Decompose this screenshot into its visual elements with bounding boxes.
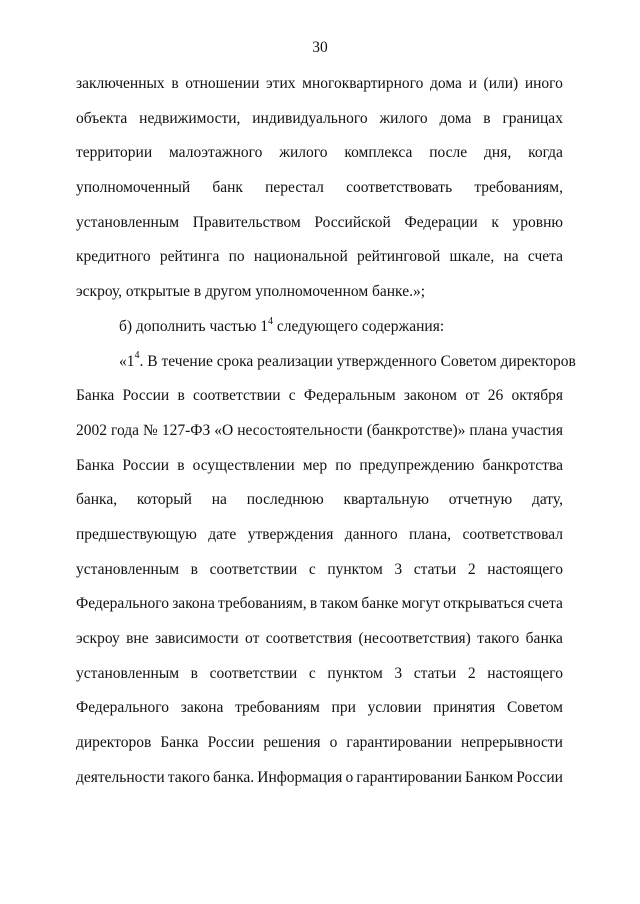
word: требованиям, (474, 179, 563, 197)
word: 127-ФЗ (161, 421, 211, 439)
word: в (309, 595, 318, 613)
word: России (122, 387, 170, 405)
text-fragment: следующего содержания: (273, 317, 445, 335)
word: осуществлении (192, 456, 295, 474)
word: уровню (512, 213, 563, 231)
superscript: 4 (268, 315, 274, 327)
word: жилого (279, 144, 328, 162)
word: условии (367, 699, 422, 717)
word: данного (344, 525, 398, 543)
word: в (190, 560, 198, 578)
word: предшествующую (76, 525, 197, 543)
word: многоквартирного (302, 75, 424, 92)
word: таком (320, 595, 359, 613)
word: Банка (76, 456, 115, 474)
word: в (177, 387, 185, 405)
word: эскроу (76, 630, 120, 647)
text-fragment: б) дополнить частью 1 (119, 317, 269, 335)
text-line: эскроу, открытые в другом уполномоченном банке.»; (76, 283, 426, 301)
word: этих (266, 75, 296, 92)
word: плана (469, 421, 508, 439)
word: рейтинга (159, 248, 220, 266)
word: 2 (467, 664, 476, 682)
text-line (76, 247, 563, 282)
word: Федеральным (303, 387, 396, 405)
word: территории (76, 144, 153, 162)
word: России (207, 734, 255, 752)
text-line (76, 768, 563, 803)
document-body (76, 74, 576, 802)
word: и (468, 75, 477, 92)
word: гарантировании (346, 734, 452, 752)
word: комплекса (344, 144, 413, 162)
text-line (76, 560, 563, 595)
word: 26 (487, 387, 504, 405)
word: квартальную (343, 491, 429, 509)
text-line (76, 594, 563, 629)
text-fragment: . В течение срока реализации утвержденного Советом директоров (139, 352, 576, 370)
word: банк (212, 179, 243, 197)
word: плана, (409, 525, 452, 543)
word: дома (439, 109, 472, 127)
word: Федерального (76, 699, 170, 717)
word: года (111, 421, 140, 439)
word: Советом (506, 699, 563, 717)
word: закона (172, 595, 215, 613)
word: директоров (76, 734, 152, 752)
word: отчетную (448, 491, 513, 509)
word: недвижимости, (139, 109, 241, 127)
word: жилого (379, 109, 428, 127)
text-line (76, 143, 563, 178)
word: дня, (484, 144, 512, 162)
word: «О (214, 421, 234, 439)
word: могут (401, 595, 441, 613)
superscript: 4 (134, 350, 140, 362)
word: дате (208, 525, 237, 543)
word: (несоответствия) (358, 630, 471, 647)
word: России (516, 768, 563, 786)
text-line (76, 698, 563, 733)
word: соответствии (192, 387, 281, 405)
word: объекта (76, 109, 128, 127)
word: требованиям, (218, 595, 307, 613)
word: установленным (76, 560, 180, 578)
word: по (228, 248, 245, 266)
word: Банка (160, 734, 199, 752)
word: Правительством (192, 213, 301, 231)
word: мер (302, 456, 328, 474)
text-line (76, 74, 563, 109)
word: решения (263, 734, 321, 752)
word: такого (167, 768, 210, 786)
word: от (465, 387, 480, 405)
text-line (76, 733, 563, 768)
word: после (429, 144, 468, 162)
word: Российской (314, 213, 391, 231)
word: с (308, 664, 316, 682)
word: пунктом (327, 664, 383, 682)
word: требованиям (235, 699, 320, 717)
word: соответствии (209, 664, 298, 682)
word: статьи (413, 560, 457, 578)
word: закона (180, 699, 224, 717)
word: о (345, 768, 354, 786)
word: последнюю (246, 491, 324, 509)
word: 2002 (76, 421, 107, 439)
word: гарантировании (356, 768, 462, 786)
word: к (491, 213, 499, 231)
text-line (76, 664, 563, 699)
word: в (171, 75, 179, 92)
word: 3 (394, 560, 403, 578)
word: настоящего (487, 560, 563, 578)
word: открываться (443, 595, 525, 613)
word: границах (502, 109, 563, 127)
word: утверждения (247, 525, 334, 543)
word: соответствовать (346, 179, 453, 197)
word: кредитного (76, 248, 151, 266)
word: Федерального (76, 595, 170, 613)
word: Банка (76, 387, 115, 405)
word: России (122, 456, 170, 474)
word: в (177, 456, 185, 474)
word: в (483, 109, 491, 127)
word: на (503, 248, 519, 266)
word: который (136, 491, 192, 509)
word: уполномоченный (76, 179, 191, 197)
word: заключенных (76, 75, 165, 92)
word: пунктом (327, 560, 383, 578)
word: банкротства (482, 456, 563, 474)
word: принятия (433, 699, 496, 717)
word: банка, (76, 491, 118, 509)
word: соответствия (265, 630, 353, 647)
page-number: 30 (312, 39, 328, 56)
text-line (76, 317, 563, 352)
word: (или) (483, 75, 519, 92)
text-line (76, 456, 563, 491)
word: иного (524, 75, 563, 92)
word: от (245, 630, 260, 647)
word: вне (126, 630, 149, 647)
word: предупреждению (359, 456, 475, 474)
word: при (331, 699, 356, 717)
word: (банкротстве)» (366, 421, 466, 439)
word: Банком (465, 768, 514, 786)
word: с (308, 560, 316, 578)
word: установленным (76, 213, 180, 231)
word: статьи (413, 664, 457, 682)
text-line (76, 350, 576, 387)
word: дату, (531, 491, 563, 509)
word: отношении (185, 75, 260, 92)
word: с (288, 387, 296, 405)
word: по (335, 456, 352, 474)
word: счета (527, 595, 563, 613)
text-line (76, 525, 563, 560)
word: № (143, 421, 158, 439)
text-line (76, 421, 563, 456)
text-line (76, 178, 563, 213)
word: банка. (213, 768, 255, 786)
word: законом (403, 387, 457, 405)
word: дома (430, 75, 462, 92)
word: на (211, 491, 227, 509)
word: 2 (467, 560, 476, 578)
text-fragment (119, 352, 576, 387)
text-line (76, 213, 563, 248)
word: Федерации (404, 213, 478, 231)
word: установленным (76, 664, 180, 682)
word: соответствии (209, 560, 298, 578)
word: национальной (253, 248, 348, 266)
word: Информация (257, 768, 343, 786)
word: такого (477, 630, 520, 647)
word: настоящего (487, 664, 563, 682)
word: когда (528, 144, 563, 162)
word: деятельности (76, 768, 165, 786)
text-line (76, 109, 563, 144)
word: счета (527, 248, 563, 266)
word: 3 (394, 664, 403, 682)
word: шкале, (449, 248, 495, 266)
word: банка (525, 630, 563, 647)
text-line (76, 629, 563, 664)
text-line (76, 386, 563, 421)
word: непрерывности (461, 734, 563, 752)
word: октября (511, 387, 563, 405)
word: рейтинговой (357, 248, 441, 266)
word: участия (511, 421, 563, 439)
word: индивидуального (252, 109, 368, 127)
word: в (190, 664, 198, 682)
text-line (76, 490, 563, 525)
word: малоэтажного (168, 144, 263, 162)
text-fragment: «1 (119, 352, 135, 370)
word: перестал (265, 179, 324, 197)
word: банке (361, 595, 399, 613)
word: соответствовал (462, 525, 563, 543)
word: несостоятельности (237, 421, 363, 439)
word: о (329, 734, 338, 752)
word: зависимости (154, 630, 239, 647)
